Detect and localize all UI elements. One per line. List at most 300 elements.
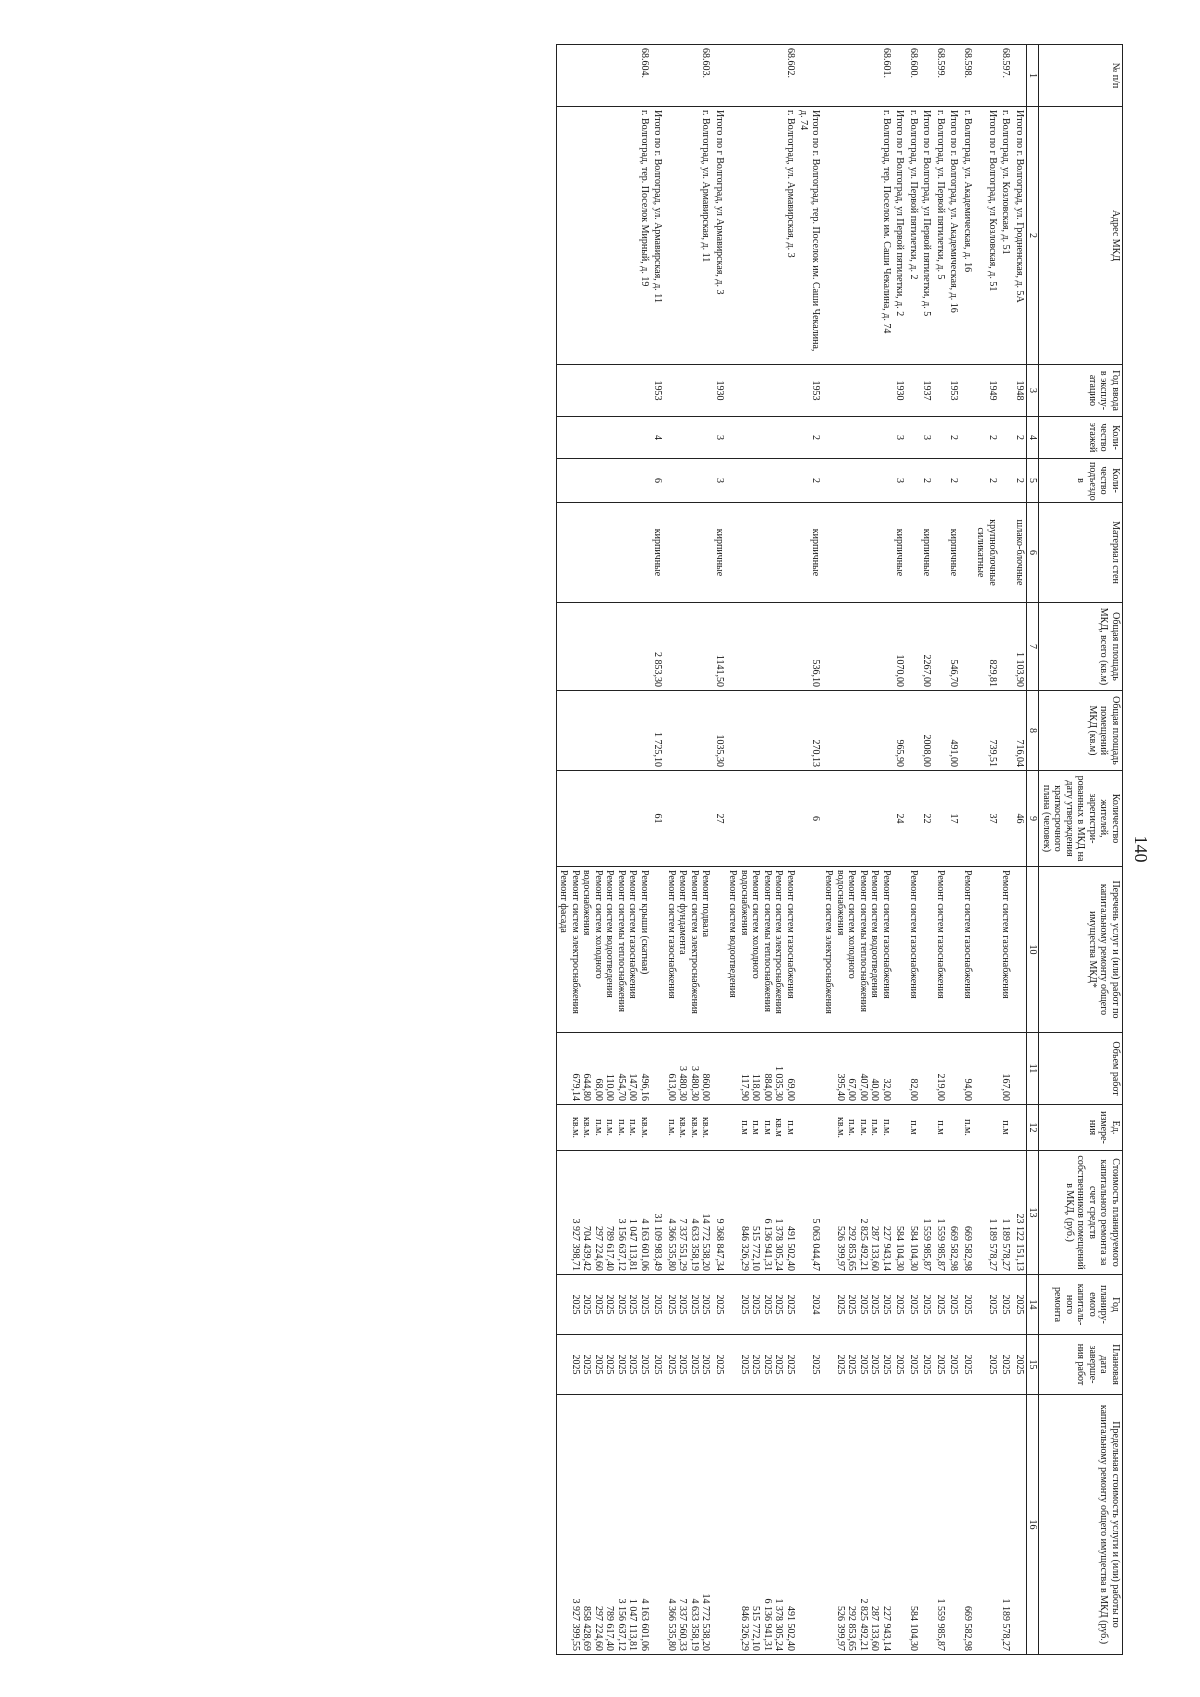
wall-material: кирпичные	[797, 502, 822, 602]
area-total	[907, 602, 921, 690]
work-item: Ремонт систем электроснабжения	[773, 869, 785, 1014]
work-volume: 613,00	[666, 1073, 677, 1101]
work-volume-cell	[726, 1032, 797, 1104]
end-date: 2025	[714, 1354, 725, 1374]
column-number: 5	[1027, 458, 1040, 502]
work-unit-cell	[947, 1104, 961, 1150]
limit-cost: 14 772 538,20	[700, 1593, 712, 1651]
work-unit: п.м	[762, 1119, 773, 1135]
floors	[822, 416, 893, 458]
area-total: 1 103,90	[1013, 602, 1027, 690]
area-total	[726, 602, 797, 690]
work-item-cell	[947, 866, 961, 1032]
work-volume: 82,00	[908, 1078, 919, 1101]
entrances: 3	[893, 458, 907, 502]
plan-year-cell	[1013, 1274, 1027, 1334]
work-item-cell	[893, 866, 907, 1032]
plan-year: 2025	[881, 1294, 892, 1314]
column-header: Ед. измере-ния	[1039, 1104, 1123, 1150]
floors	[665, 416, 713, 458]
plan-year: 2025	[593, 1294, 604, 1314]
cost-value: 1 189 578,27	[1000, 1218, 1012, 1271]
work-item-cell	[1013, 866, 1027, 1032]
plan-year-cell	[797, 1274, 822, 1334]
work-volume-cell	[974, 1032, 999, 1104]
end-date-cell	[920, 1334, 934, 1394]
wall-material	[822, 502, 893, 602]
work-volume-cell	[651, 1032, 665, 1104]
limit-cost-cell	[893, 1394, 907, 1654]
work-unit: п.м.	[881, 1118, 892, 1136]
work-volume-cell	[934, 1032, 948, 1104]
plan-year: 2025	[1000, 1294, 1012, 1314]
wall-material	[934, 502, 948, 602]
floors	[934, 416, 948, 458]
end-date-cell	[907, 1334, 921, 1394]
work-unit-cell	[557, 1104, 652, 1150]
work-item-cell	[999, 866, 1013, 1032]
wall-material	[726, 502, 797, 602]
cost-value: 14 772 538,20	[700, 1213, 712, 1271]
work-unit-cell	[999, 1104, 1013, 1150]
work-unit-cell	[1013, 1104, 1027, 1150]
cost-value: 4 366 535,80	[666, 1218, 677, 1271]
cost-value: 1 559 985,87	[921, 1218, 933, 1271]
cost-value: 9 368 847,34	[714, 1218, 725, 1271]
entrances: 3	[713, 458, 727, 502]
limit-cost: 1 559 985,87	[935, 1598, 946, 1651]
cost-value-cell	[934, 1150, 948, 1274]
address: г. Волгоград, ул. Армавирская, д. 11	[665, 106, 713, 364]
address: Итого по г. Волгоград, ул. Академическая, д. 16	[947, 106, 961, 364]
plan-year-cell	[907, 1274, 921, 1334]
work-item: Ремонт системы теплоснабжения	[616, 869, 627, 1012]
cost-value-cell	[797, 1150, 822, 1274]
address: г. Волгоград, ул. Академическая, д. 16	[961, 106, 975, 364]
area-premises	[822, 690, 893, 770]
work-volume-cell	[822, 1032, 893, 1104]
cost-value: 515 772,10	[750, 1225, 762, 1271]
limit-cost: 2 825 492,21	[858, 1598, 869, 1651]
area-total	[999, 602, 1013, 690]
work-unit: п.м.	[593, 1118, 604, 1136]
entrances	[999, 458, 1013, 502]
area-premises: 965,90	[893, 690, 907, 770]
work-item-cell	[726, 866, 797, 1032]
cost-value-cell	[893, 1150, 907, 1274]
floors	[961, 416, 975, 458]
end-date: 2025	[785, 1354, 796, 1374]
end-date: 2025	[1014, 1354, 1025, 1374]
address: г. Волгоград, ул. Козловская, д. 51	[999, 106, 1013, 364]
work-unit-cell	[822, 1104, 893, 1150]
work-item: Ремонт систем газоснабжения	[627, 869, 639, 999]
work-volume: 496,16	[639, 1073, 650, 1101]
residents: 24	[893, 770, 907, 866]
floors: 3	[893, 416, 907, 458]
limit-cost: 297 224,60	[593, 1605, 604, 1651]
cost-value: 584 104,30	[908, 1225, 919, 1271]
work-item: Ремонт подвала	[700, 869, 712, 937]
work-unit-cell	[920, 1104, 934, 1150]
column-number: 7	[1027, 602, 1040, 690]
plan-year: 2025	[785, 1294, 796, 1314]
row-number	[893, 44, 907, 106]
address: г. Волгоград, ул. Первой пятилетки, д. 2	[907, 106, 921, 364]
table-row	[961, 44, 975, 1654]
cost-value-cell	[974, 1150, 999, 1274]
area-premises: 716,04	[1013, 690, 1027, 770]
cost-value: 3 927 398,71	[570, 1218, 581, 1271]
work-unit-cell	[726, 1104, 797, 1150]
residents	[665, 770, 713, 866]
work-item-cell	[961, 866, 975, 1032]
end-date: 2025	[869, 1354, 881, 1374]
column-header: Год ввода в эксплу-атацию	[1039, 364, 1123, 416]
year-built: 1953	[947, 364, 961, 416]
end-date-cell	[651, 1334, 665, 1394]
year-built	[726, 364, 797, 416]
work-volume: 644,80	[581, 1073, 593, 1101]
work-volume: 679,14	[570, 1073, 581, 1101]
plan-year: 2025	[666, 1294, 677, 1314]
limit-cost: 4 163 601,06	[639, 1598, 650, 1651]
row-number: 68.598.	[961, 44, 975, 106]
cost-value: 7 337 551,29	[677, 1218, 689, 1271]
end-date-cell	[557, 1334, 652, 1394]
area-total: 1141,50	[713, 602, 727, 690]
row-number	[974, 44, 999, 106]
cost-value-cell	[1013, 1150, 1027, 1274]
column-number: 12	[1027, 1104, 1040, 1150]
total-row	[1013, 44, 1027, 1654]
end-date-cell	[713, 1334, 727, 1394]
area-premises	[557, 690, 652, 770]
limit-cost: 515 772,10	[750, 1605, 762, 1651]
entrances	[557, 458, 652, 502]
limit-cost-cell	[726, 1394, 797, 1654]
area-premises: 491,00	[947, 690, 961, 770]
year-built	[822, 364, 893, 416]
area-premises	[999, 690, 1013, 770]
entrances	[726, 458, 797, 502]
plan-year-cell	[974, 1274, 999, 1334]
work-unit: п.м.	[846, 1118, 858, 1136]
limit-cost: 4 633 358,19	[689, 1598, 700, 1651]
plan-year-cell	[934, 1274, 948, 1334]
end-date-cell	[893, 1334, 907, 1394]
end-date: 2025	[627, 1354, 639, 1374]
cost-value: 31 109 983,49	[652, 1213, 664, 1271]
end-date: 2025	[677, 1354, 689, 1374]
work-unit: п.м.	[666, 1118, 677, 1136]
work-item: Ремонт систем газоснабжения	[666, 869, 677, 999]
cost-value: 584 104,30	[894, 1225, 906, 1271]
limit-cost: 1 047 113,81	[627, 1598, 639, 1651]
limit-cost-cell	[822, 1394, 893, 1654]
residents: 6	[797, 770, 822, 866]
table-row	[934, 44, 948, 1654]
entrances: 2	[947, 458, 961, 502]
wall-material	[665, 502, 713, 602]
limit-cost: 4 366 535,80	[666, 1598, 677, 1651]
row-number: 68.604.	[557, 44, 652, 106]
residents: 27	[713, 770, 727, 866]
plan-year: 2025	[627, 1294, 639, 1314]
limit-cost-cell	[920, 1394, 934, 1654]
wall-material: кирпичные	[893, 502, 907, 602]
work-unit-cell	[907, 1104, 921, 1150]
work-item-cell	[974, 866, 999, 1032]
work-unit: кв.м.	[689, 1116, 700, 1138]
plan-year: 2025	[858, 1294, 869, 1314]
work-unit: п.м	[935, 1119, 946, 1135]
end-date: 2025	[639, 1354, 650, 1374]
work-unit: кв.м.	[639, 1116, 650, 1138]
year-built	[557, 364, 652, 416]
area-premises	[934, 690, 948, 770]
address: г. Волгоград, ул. Армавирская, д. 3	[726, 106, 797, 364]
column-number: 4	[1027, 416, 1040, 458]
plan-year: 2025	[570, 1294, 581, 1314]
work-volume: 32,00	[881, 1078, 892, 1101]
header-row	[1039, 44, 1123, 1654]
work-item-cell	[920, 866, 934, 1032]
area-premises: 2008,00	[920, 690, 934, 770]
work-unit: п.м	[1000, 1119, 1012, 1135]
plan-year: 2025	[987, 1294, 998, 1314]
cost-value: 669 582,98	[962, 1225, 973, 1271]
total-row	[713, 44, 727, 1654]
column-number: 3	[1027, 364, 1040, 416]
cost-value-cell	[999, 1150, 1013, 1274]
address: г. Волгоград, тер. Поселок им. Саши Чекалина, д. 74	[822, 106, 893, 364]
cost-value: 287 133,60	[869, 1225, 881, 1271]
column-header: Коли-чество подъездо в	[1039, 458, 1123, 502]
cost-value: 669 582,98	[948, 1225, 960, 1271]
column-number: 14	[1027, 1274, 1040, 1334]
column-number: 16	[1027, 1394, 1040, 1654]
work-unit-cell	[974, 1104, 999, 1150]
row-number: 68.601.	[822, 44, 893, 106]
year-built: 1930	[713, 364, 727, 416]
end-date-cell	[961, 1334, 975, 1394]
work-unit-cell	[893, 1104, 907, 1150]
limit-cost: 7 337 560,33	[677, 1598, 689, 1651]
plan-year: 2025	[700, 1294, 712, 1314]
floors: 3	[713, 416, 727, 458]
area-total	[961, 602, 975, 690]
work-item: Ремонт систем водоотведения	[604, 869, 616, 998]
work-unit-cell	[934, 1104, 948, 1150]
entrances	[822, 458, 893, 502]
total-row	[974, 44, 999, 1654]
year-built	[665, 364, 713, 416]
address: Итого по г Волгоград, ул Армавирская, д. 3	[713, 106, 727, 364]
work-volume: 67,00	[846, 1078, 858, 1101]
end-date: 2025	[666, 1354, 677, 1374]
limit-cost: 584 104,30	[908, 1605, 919, 1651]
column-header: Адрес МКД	[1039, 106, 1123, 364]
year-built	[934, 364, 948, 416]
work-item: Ремонт систем газоснабжения	[908, 869, 919, 999]
plan-year: 2025	[846, 1294, 858, 1314]
end-date: 2025	[894, 1354, 906, 1374]
work-item: Ремонт систем газоснабжения	[962, 869, 973, 999]
limit-cost-cell	[999, 1394, 1013, 1654]
floors: 2	[947, 416, 961, 458]
plan-year: 2025	[689, 1294, 700, 1314]
plan-year: 2025	[835, 1294, 846, 1314]
wall-material: крупноблочные силикатные	[974, 502, 999, 602]
work-item-cell	[907, 866, 921, 1032]
work-volume: 884,00	[762, 1073, 773, 1101]
plan-year: 2025	[604, 1294, 616, 1314]
residents	[726, 770, 797, 866]
cost-value: 292 853,65	[846, 1225, 858, 1271]
limit-cost-cell	[797, 1394, 822, 1654]
work-item: Ремонт систем газоснабжения	[1000, 869, 1012, 999]
work-volume: 110,00	[604, 1073, 616, 1101]
address: г. Волгоград, тер. Поселок Мирный, д. 19	[557, 106, 652, 364]
table-row	[665, 44, 713, 1654]
plan-year-cell	[713, 1274, 727, 1334]
limit-cost-cell	[1013, 1394, 1027, 1654]
limit-cost: 1 378 305,24	[773, 1598, 785, 1651]
area-total: 2 853,30	[651, 602, 665, 690]
plan-year: 2025	[894, 1294, 906, 1314]
year-built: 1948	[1013, 364, 1027, 416]
row-number: 68.603.	[665, 44, 713, 106]
work-volume-cell	[665, 1032, 713, 1104]
limit-cost: 1 189 578,27	[1000, 1598, 1012, 1651]
end-date-cell	[974, 1334, 999, 1394]
work-unit: п.м	[739, 1119, 750, 1135]
cost-value: 1 378 305,24	[773, 1218, 785, 1271]
cost-value: 789 617,40	[604, 1225, 616, 1271]
end-date: 2025	[593, 1354, 604, 1374]
row-number	[920, 44, 934, 106]
plan-year: 2025	[1014, 1294, 1025, 1314]
work-volume: 3 480,30	[689, 1065, 700, 1101]
cost-value-cell	[961, 1150, 975, 1274]
cost-value: 5 063 044,47	[810, 1218, 821, 1271]
row-number: 68.600.	[907, 44, 921, 106]
work-item: Ремонт систем электроснабжения	[823, 869, 835, 1014]
column-header: Плановая дата заверше-ния работ	[1039, 1334, 1123, 1394]
limit-cost-cell	[961, 1394, 975, 1654]
residents: 46	[1013, 770, 1027, 866]
area-total	[665, 602, 713, 690]
entrances	[961, 458, 975, 502]
end-date-cell	[934, 1334, 948, 1394]
work-item: Ремонт систем водоотведения	[727, 869, 739, 998]
plan-year: 2025	[948, 1294, 960, 1314]
column-header: Общая площадь помещений МКД (кв.м)	[1039, 690, 1123, 770]
work-unit: п.м	[750, 1119, 762, 1135]
table-row	[999, 44, 1013, 1654]
plan-year: 2025	[921, 1294, 933, 1314]
work-volume: 68,00	[593, 1078, 604, 1101]
work-item: Ремонт систем газоснабжения	[881, 869, 892, 999]
entrances: 2	[1013, 458, 1027, 502]
column-number: 13	[1027, 1150, 1040, 1274]
cost-value-cell	[726, 1150, 797, 1274]
work-volume-cell	[1013, 1032, 1027, 1104]
work-unit: п.м.	[869, 1118, 881, 1136]
work-volume-cell	[999, 1032, 1013, 1104]
cost-value-cell	[947, 1150, 961, 1274]
work-item: Ремонт систем электроснабжения	[570, 869, 581, 1014]
limit-cost: 292 853,65	[846, 1605, 858, 1651]
column-number: 2	[1027, 106, 1040, 364]
wall-material	[961, 502, 975, 602]
floors	[726, 416, 797, 458]
end-date: 2025	[948, 1354, 960, 1374]
address: Итого по г Волгоград, ул Первой пятилетки, д. 5	[920, 106, 934, 364]
work-item-cell	[665, 866, 713, 1032]
cost-value: 846 326,29	[739, 1225, 750, 1271]
cost-value: 1 047 113,81	[627, 1218, 639, 1271]
area-total	[822, 602, 893, 690]
work-unit: п.м	[785, 1119, 796, 1135]
limit-cost-cell	[665, 1394, 713, 1654]
column-number: 15	[1027, 1334, 1040, 1394]
limit-cost-cell	[934, 1394, 948, 1654]
work-unit: п.м.	[858, 1118, 869, 1136]
residents: 22	[920, 770, 934, 866]
end-date: 2025	[762, 1354, 773, 1374]
cost-value-cell	[665, 1150, 713, 1274]
limit-cost: 846 326,29	[739, 1605, 750, 1651]
cost-value-cell	[822, 1150, 893, 1274]
end-date: 2025	[835, 1354, 846, 1374]
area-premises: 270,13	[797, 690, 822, 770]
column-header: Объем работ	[1039, 1032, 1123, 1104]
end-date: 2025	[962, 1354, 973, 1374]
plan-year: 2025	[750, 1294, 762, 1314]
end-date: 2025	[773, 1354, 785, 1374]
work-unit-cell	[961, 1104, 975, 1150]
end-date: 2025	[581, 1354, 593, 1374]
floors: 2	[797, 416, 822, 458]
row-number	[651, 44, 665, 106]
plan-year-cell	[920, 1274, 934, 1334]
work-unit-cell	[797, 1104, 822, 1150]
limit-cost: 858 428,69	[581, 1605, 593, 1651]
end-date: 2025	[616, 1354, 627, 1374]
end-date: 2025	[810, 1354, 821, 1374]
work-item-cell	[651, 866, 665, 1032]
end-date: 2025	[750, 1354, 762, 1374]
work-unit: кв.м.	[700, 1116, 712, 1138]
work-volume: 219,00	[935, 1073, 946, 1101]
plan-year-cell	[999, 1274, 1013, 1334]
work-unit: п.м.	[616, 1118, 627, 1136]
plan-year: 2025	[714, 1294, 725, 1314]
wall-material	[907, 502, 921, 602]
plan-year: 2025	[581, 1294, 593, 1314]
work-volume: 117,90	[739, 1073, 750, 1101]
entrances	[934, 458, 948, 502]
residents: 17	[947, 770, 961, 866]
cost-value-cell	[557, 1150, 652, 1274]
area-total: 829,81	[974, 602, 999, 690]
work-unit: кв.м.	[677, 1116, 689, 1138]
work-item: Ремонт системы теплоснабжения	[858, 869, 869, 1012]
area-premises: 1035,30	[713, 690, 727, 770]
entrances	[907, 458, 921, 502]
